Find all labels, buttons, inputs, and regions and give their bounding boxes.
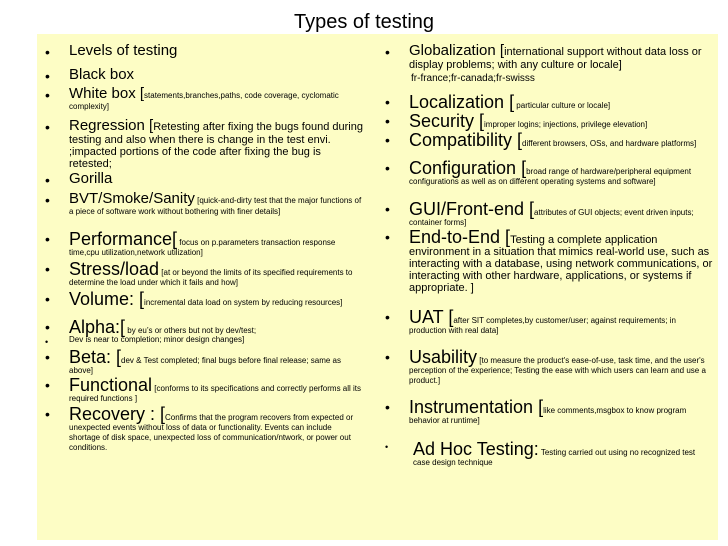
item-detail: by eu’s or others but not by dev/test; <box>125 326 257 335</box>
list-item <box>37 335 363 345</box>
bullet-icon: • <box>385 349 390 365</box>
bullet-icon: • <box>45 68 50 84</box>
bullet-icon: • <box>45 291 50 307</box>
bullet-icon: • <box>385 113 390 129</box>
bullet-icon: • <box>45 319 50 335</box>
bullet-icon: • <box>45 406 50 422</box>
bullet-icon: • <box>385 94 390 110</box>
item-heading: Localization [ <box>409 92 515 112</box>
item-detail: [quick-and-dirty test that the major functions of a piece of software work without bothering with finer details] <box>69 196 362 216</box>
list-item <box>377 440 713 468</box>
bullet-icon: • <box>385 44 390 60</box>
item-heading: Stress/load <box>69 259 160 279</box>
item-detail: like comments,msgbox to know program behavior at runtime] <box>409 406 687 425</box>
list-item <box>377 348 713 386</box>
list-item <box>37 376 363 404</box>
item-detail: different browsers, OSs, and hardware platforms] <box>522 139 697 148</box>
list-item <box>37 290 363 308</box>
item-heading: GUI/Front-end [ <box>409 199 535 219</box>
bullet-icon: • <box>45 261 50 277</box>
item-heading: Regression [ <box>69 117 154 134</box>
list-item <box>37 191 363 217</box>
list-item <box>37 348 363 376</box>
list-item <box>377 200 713 228</box>
item-heading: Instrumentation [ <box>409 397 544 417</box>
bullet-icon: • <box>45 44 50 60</box>
bullet-icon: • <box>45 172 50 188</box>
item-heading: BVT/Smoke/Sanity <box>69 190 195 207</box>
item-detail: statements,branches,paths, code coverage, cyclomatic complexity] <box>69 91 339 111</box>
item-heading: Security [ <box>409 111 485 131</box>
list-item <box>37 318 363 336</box>
item-detail: [conforms to its specifications and correctly performs all its required functions ] <box>69 384 362 403</box>
item-heading: Gorilla <box>69 170 113 187</box>
item-detail: Confirms that the program recovers from expected or unexpected events without loss of data or functionality. Events can include shortage of disk space, unexpected loss of communication/ntwork, or power out conditions. <box>69 413 354 452</box>
list-item <box>37 405 363 453</box>
item-heading: Alpha:[ <box>69 317 126 337</box>
bullet-icon: • <box>45 337 49 347</box>
bullet-icon: • <box>45 119 50 135</box>
list-item <box>377 159 713 187</box>
list-item <box>37 86 363 112</box>
bullet-icon: • <box>385 309 390 325</box>
list-item <box>37 260 363 288</box>
item-detail: focus on p.parameters transaction response time,cpu utilization,network utilization] <box>69 238 336 257</box>
item-heading: Volume: [ <box>69 289 145 309</box>
item-heading: Configuration [ <box>409 158 527 178</box>
item-detail: [at or beyond the limits of its specified requirements to determine the load under which it fails and how] <box>69 268 353 287</box>
bullet-icon: • <box>45 231 50 247</box>
item-extra: fr-france;fr-canada;fr-swisss <box>411 73 535 84</box>
item-detail: broad range of hardware/peripheral equipment configurations as well as on different operating systems and software] <box>409 167 692 186</box>
item-detail: Dev is near to completion; minor design changes] <box>69 335 245 344</box>
bullet-icon: • <box>385 229 390 245</box>
item-detail: international support without data loss or display problems; with any culture or locale] <box>409 46 702 71</box>
item-heading: Recovery : [ <box>69 404 166 424</box>
list-item <box>377 43 713 85</box>
item-heading: Levels of testing <box>69 42 178 59</box>
item-heading: Functional <box>69 375 153 395</box>
list-item <box>37 67 363 83</box>
list-item <box>377 308 713 336</box>
item-detail: Retesting after fixing the bugs found during testing and also when there is change in the test envi. ;impacted portions of the code after fixing the bug is retested; <box>69 121 363 170</box>
item-heading: White box [ <box>69 85 145 102</box>
bullet-icon: • <box>385 160 390 176</box>
list-item <box>37 171 363 187</box>
item-heading: Ad Hoc Testing: <box>413 439 539 459</box>
list-item <box>377 93 713 111</box>
bullet-icon: • <box>45 192 50 208</box>
bullet-icon: • <box>45 377 50 393</box>
item-heading: Black box <box>69 66 135 83</box>
item-heading: Globalization [ <box>409 42 505 59</box>
bullet-icon: • <box>45 349 50 365</box>
bullet-icon: • <box>385 442 389 452</box>
item-heading: Usability <box>409 347 478 367</box>
bullet-icon: • <box>385 132 390 148</box>
item-detail: dev & Test completed; final bugs before final release; same as above] <box>69 356 342 375</box>
list-item <box>377 398 713 426</box>
item-detail: particular culture or locale] <box>514 101 611 110</box>
item-detail: Testing a complete application environment in a situation that mimics real-world use, such as interacting with a database, using network communications, or interacting with other hardware, applications, or systems if appropriate. ] <box>409 234 713 294</box>
item-heading: Performance[ <box>69 229 178 249</box>
content-panel <box>37 34 718 540</box>
list-item <box>377 131 713 149</box>
item-heading: Compatibility [ <box>409 130 523 150</box>
item-detail: Testing carried out using no recognized test case design technique <box>413 448 696 467</box>
list-item <box>377 112 713 130</box>
list-item <box>37 118 363 170</box>
item-detail: attributes of GUI objects; event driven inputs; container forms] <box>409 208 694 227</box>
bullet-icon: • <box>385 201 390 217</box>
bullet-icon: • <box>385 399 390 415</box>
item-detail: after SIT completes,by customer/user; against requirements; in production with real data] <box>409 316 676 335</box>
slide-title: Types of testing <box>293 11 435 33</box>
item-detail: [to measure the product's ease-of-use, task time, and the user's perception of the experience; Testing the ease with which users can learn and use a product.] <box>409 356 706 385</box>
item-heading: End-to-End [ <box>409 227 511 247</box>
list-item <box>37 43 363 59</box>
item-heading: UAT [ <box>409 307 454 327</box>
list-item <box>377 228 713 294</box>
item-detail: incremental data load on system by reducing resources] <box>144 298 343 307</box>
item-detail: improper logins; injections, privilege elevation] <box>484 120 648 129</box>
list-item <box>37 230 363 258</box>
bullet-icon: • <box>45 87 50 103</box>
item-heading: Beta: [ <box>69 347 122 367</box>
